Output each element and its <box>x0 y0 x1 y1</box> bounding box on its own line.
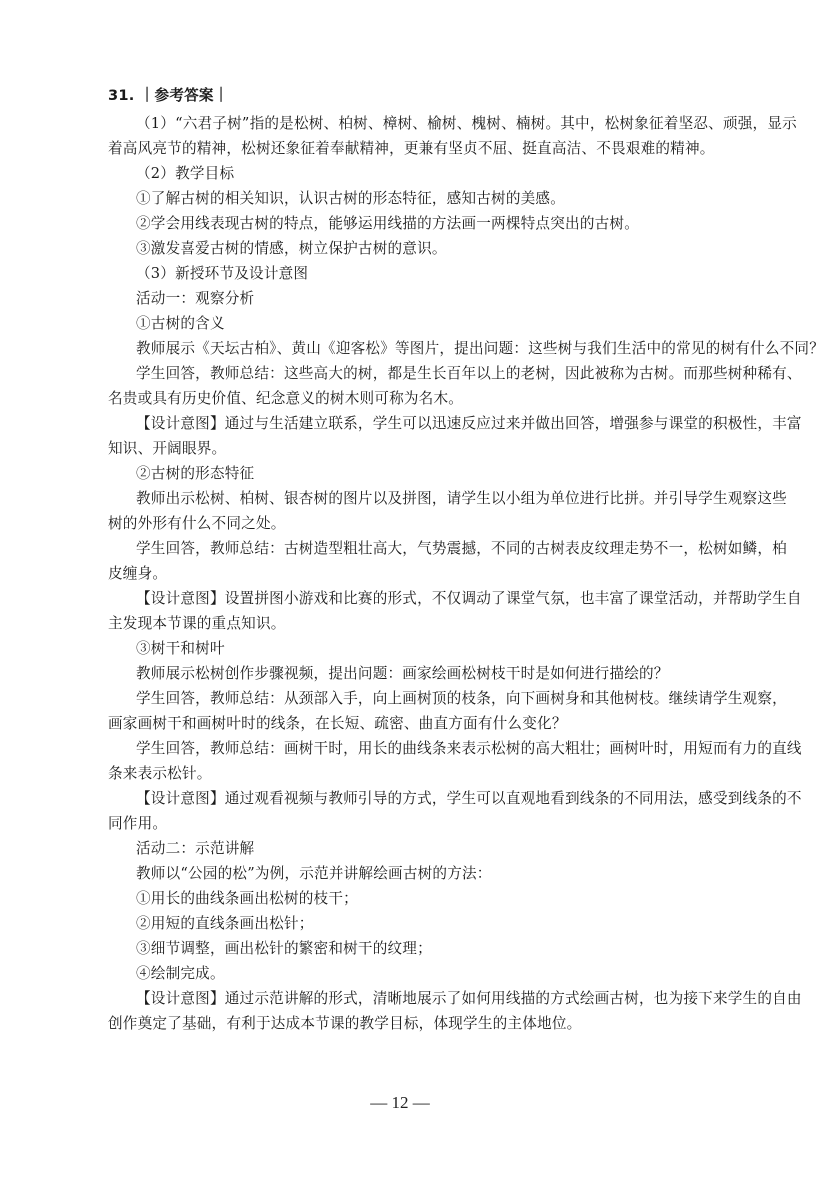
section-heading: （3）新授环节及设计意图 <box>136 265 309 282</box>
step-item: ①用长的曲线条画出松树的枝干； <box>136 890 358 907</box>
subsection-heading: ①古树的含义 <box>136 315 225 332</box>
text-line: 创作奠定了基础，有利于达成本节课的教学目标，体现学生的主体地位。 <box>108 1015 582 1032</box>
subsection-heading: ②古树的形态特征 <box>136 465 255 482</box>
design-intent-line: 【设计意图】通过示范讲解的形式，清晰地展示了如何用线描的方式绘画古树，也为接下来学生的自由 <box>136 990 802 1007</box>
step-item: ②用短的直线条画出松针； <box>136 915 314 932</box>
subsection-heading: ③树干和树叶 <box>136 640 225 657</box>
design-intent-line: 【设计意图】通过观看视频与教师引导的方式，学生可以直观地看到线条的不同用法，感受到线条的不 <box>136 790 802 807</box>
activity-heading: 活动二：示范讲解 <box>136 840 255 857</box>
text-line: ①了解古树的相关知识，认识古树的形态特征，感知古树的美感。 <box>136 190 566 207</box>
page-number: — 12 — <box>370 1093 430 1112</box>
step-item: ③细节调整，画出松针的繁密和树干的纹理； <box>136 940 432 957</box>
text-line: ③激发喜爱古树的情感，树立保护古树的意识。 <box>136 240 447 257</box>
text-line: ②学会用线表现古树的特点，能够运用线描的方法画一两棵特点突出的古树。 <box>136 215 639 232</box>
text-line: 教师出示松树、柏树、银杏树的图片以及拼图，请学生以小组为单位进行比拼。并引导学生观察这些 <box>136 490 787 507</box>
text-line: 皮缠身。 <box>108 565 168 582</box>
step-item: ④绘制完成。 <box>136 965 225 982</box>
activity-heading: 活动一：观察分析 <box>136 290 255 307</box>
text-line: 树的外形有什么不同之处。 <box>108 515 286 532</box>
design-intent-line: 【设计意图】通过与生活建立联系，学生可以迅速反应过来并做出回答，增强参与课堂的积极性，丰富 <box>136 415 802 432</box>
text-line: 学生回答，教师总结：这些高大的树，都是生长百年以上的老树，因此被称为古树。而那些树种稀有、 <box>136 365 802 382</box>
text-line: 学生回答，教师总结：画树干时，用长的曲线条来表示松树的高大粗壮；画树叶时，用短而有力的直线 <box>136 740 802 757</box>
text-line: 教师展示《天坛古柏》、黄山《迎客松》等图片，提出问题：这些树与我们生活中的常见的树有什么不同？ <box>136 340 824 357</box>
question-number: 31. <box>108 87 135 104</box>
text-line: 学生回答，教师总结：古树造型粗壮高大，气势震撼，不同的古树表皮纹理走势不一，松树如鳞，柏 <box>136 540 787 557</box>
text-line: 教师以“公园的松”为例，示范并讲解绘画古树的方法： <box>136 865 492 882</box>
text-line: 条来表示松针。 <box>108 765 212 782</box>
text-line: 同作用。 <box>108 815 168 832</box>
section-heading: （2）教学目标 <box>136 165 235 182</box>
question-header <box>108 83 744 108</box>
page-content <box>108 83 824 1036</box>
text-line: 知识、开阔眼界。 <box>108 440 227 457</box>
text-line: 主发现本节课的重点知识。 <box>108 615 286 632</box>
text-line: （1）“六君子树”指的是松树、柏树、樟树、榆树、槐树、楠树。其中，松树象征着坚忍、顽强，显示 <box>136 115 797 132</box>
text-line: 学生回答，教师总结：从颈部入手，向上画树顶的枝条，向下画树身和其他树枝。继续请学生观察， <box>136 690 787 707</box>
text-line: 教师展示松树创作步骤视频，提出问题：画家绘画松树枝干时是如何进行描绘的？ <box>136 665 669 682</box>
text-line: 着高风亮节的精神，松树还象征着奉献精神，更兼有坚贞不屈、挺直高洁、不畏艰难的精神。 <box>108 140 715 157</box>
text-line: 画家画树干和画树叶时的线条，在长短、疏密、曲直方面有什么变化？ <box>108 715 567 732</box>
text-line: 名贵或具有历史价值、纪念意义的树木则可称为名木。 <box>108 390 464 407</box>
answer-tag: ｜参考答案｜ <box>139 87 229 104</box>
design-intent-line: 【设计意图】设置拼图小游戏和比赛的形式，不仅调动了课堂气氛，也丰富了课堂活动，并帮助学生自 <box>136 590 802 607</box>
